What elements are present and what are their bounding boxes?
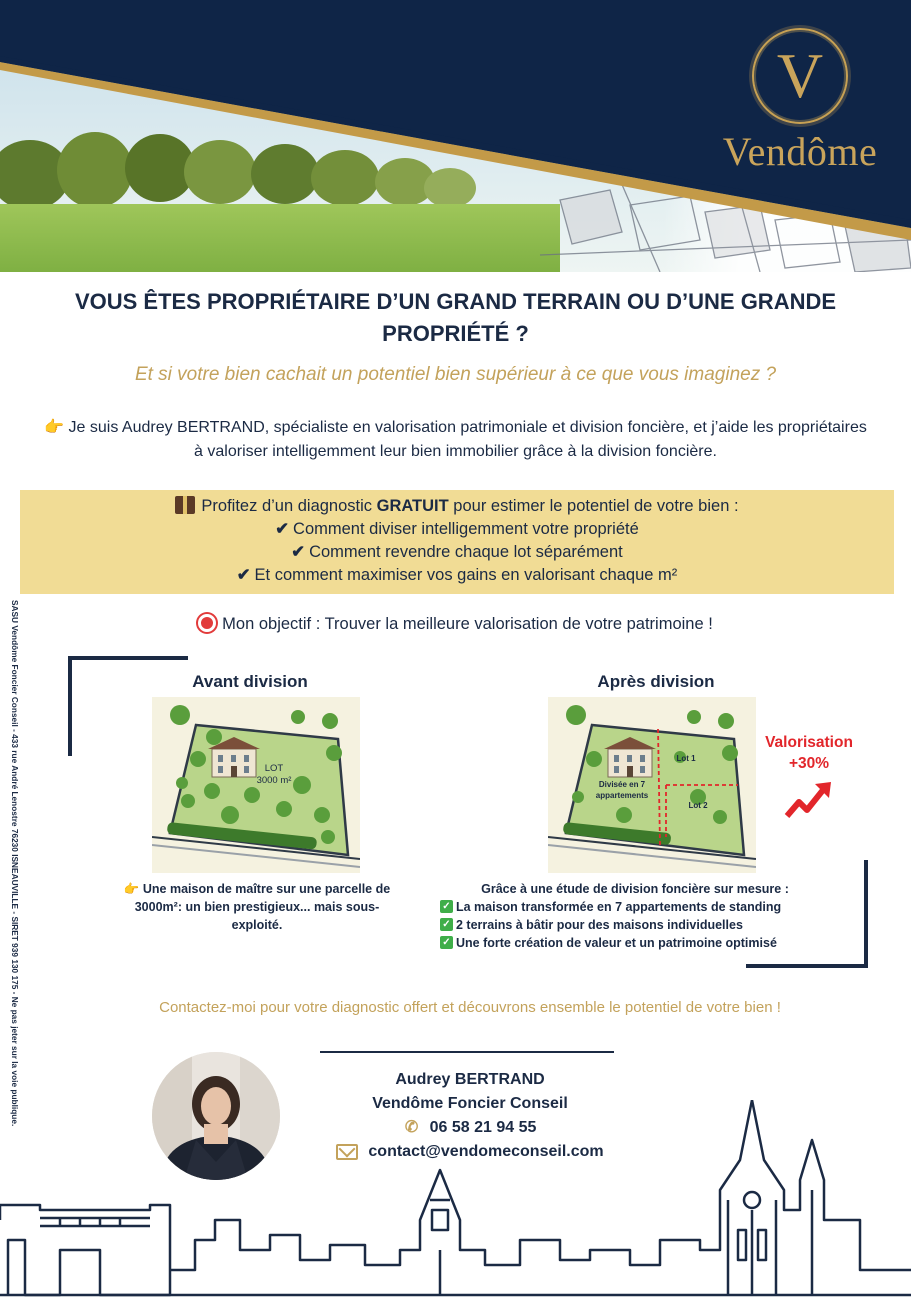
objective <box>40 614 871 634</box>
list-item <box>440 934 860 952</box>
list-item-text: Une forte création de valeur et un patrimoine optimisé <box>456 936 777 950</box>
list-item-text: La maison transformée en 7 appartements de standing <box>456 900 782 914</box>
after-illustration <box>548 697 756 873</box>
checkmark-icon: ✔ <box>291 543 306 561</box>
before-illustration <box>152 697 360 873</box>
offer-item <box>20 518 894 541</box>
offer-item <box>20 564 894 587</box>
offer-item-text: Comment revendre chaque lot séparément <box>309 543 623 561</box>
offer-prefix: Profitez d’un diagnostic <box>201 497 377 515</box>
checkmark-icon: ✔ <box>275 520 290 538</box>
gift-icon <box>175 496 195 514</box>
legal-side-text <box>2 600 22 1160</box>
list-item-text: 2 terrains à bâtir pour des maisons individuelles <box>456 918 743 932</box>
offer-heading <box>20 495 894 518</box>
lot-label: LOT <box>264 763 284 774</box>
offer-highlight: GRATUIT <box>376 497 449 515</box>
subheadline: Et si votre bien cachait un potentiel bien supérieur à ce que vous imaginez ? <box>134 364 777 385</box>
contact-email[interactable]: contact@vendomeconseil.com <box>368 1143 604 1160</box>
after-title: Après division <box>597 672 715 691</box>
offer-box <box>20 490 894 594</box>
pointing-hand-icon: 👉 <box>44 419 65 436</box>
trend-up-arrow-icon <box>779 776 839 826</box>
contact-name: Audrey BERTRAND <box>395 1071 545 1088</box>
offer-item-text: Et comment maximiser vos gains en valorisant chaque m² <box>254 566 678 584</box>
before-title: Avant division <box>192 672 308 691</box>
city-skyline-illustration <box>0 1100 911 1300</box>
after-caption-title: Grâce à une étude de division foncière sur mesure : <box>481 882 789 896</box>
apartments-label-2: appartements <box>595 791 649 800</box>
checkmark-icon: ✔ <box>236 566 251 584</box>
before-caption-text: Une maison de maître sur une parcelle de 3000m²: un bien prestigieux... mais sous-exploité. <box>134 882 391 932</box>
divider <box>320 1051 614 1053</box>
contact-phone[interactable]: 06 58 21 94 55 <box>429 1119 537 1136</box>
contact-company: Vendôme Foncier Conseil <box>372 1095 568 1112</box>
phone-icon: ✆ <box>404 1119 419 1136</box>
header-banner <box>0 0 911 272</box>
offer-item <box>20 541 894 564</box>
logo-monogram: V <box>776 40 824 111</box>
contact-call-to-action: Contactez-moi pour votre diagnostic offert et découvrons ensemble le potentiel de votre bien ! <box>159 999 781 1016</box>
list-item <box>440 898 860 916</box>
check-box-icon: ✓ <box>440 918 453 931</box>
lot-size: 3000 m² <box>256 775 292 786</box>
before-caption <box>112 880 402 934</box>
valorisation-value: +30% <box>788 755 830 772</box>
lot-1-label: Lot 1 <box>676 754 696 763</box>
offer-suffix: pour estimer le potentiel de votre bien : <box>448 497 739 515</box>
intro-paragraph <box>40 416 871 464</box>
after-caption <box>440 880 860 952</box>
headline: VOUS ÊTES PROPRIÉTAIRE D’UN GRAND TERRAIN OU D’UNE GRANDE PROPRIÉTÉ ? <box>74 289 837 346</box>
logo-wordmark: Vendôme <box>722 129 878 174</box>
check-box-icon: ✓ <box>440 936 453 949</box>
pointing-hand-icon: 👉 <box>123 882 140 896</box>
apartments-label-1: Divisée en 7 <box>598 780 646 789</box>
offer-item-text: Comment diviser intelligemment votre propriété <box>293 520 639 538</box>
objective-text: Mon objectif : Trouver la meilleure valorisation de votre patrimoine ! <box>222 615 713 633</box>
legal-text: SASU Vendôme Foncier Conseil - 433 rue André Lenostre 76230 ISNEAUVILLE - SIRET 939 130 175 - Ne pas jeter sur la voie publique. <box>10 600 20 1127</box>
list-item <box>440 916 860 934</box>
valorisation-label: Valorisation <box>765 734 853 751</box>
target-icon <box>198 614 216 632</box>
check-box-icon: ✓ <box>440 900 453 913</box>
lot-2-label: Lot 2 <box>688 801 708 810</box>
valorisation-badge <box>750 732 868 832</box>
intro-text: Je suis Audrey BERTRAND, spécialiste en valorisation patrimoniale et division foncière, et j’aide les propriétaires à valoriser intelligemment leur bien immobilier grâce à la division foncière. <box>68 419 867 460</box>
